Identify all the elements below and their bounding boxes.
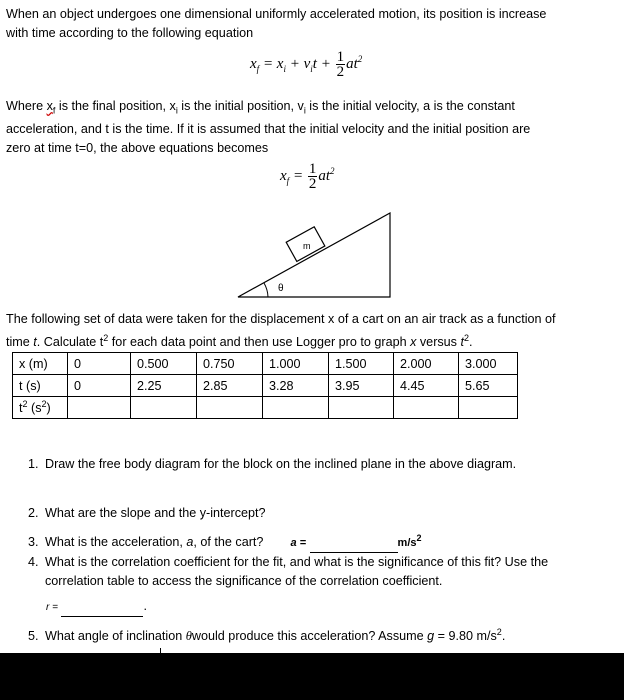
angle-arc (264, 283, 268, 297)
row-label-x: x (m) (13, 353, 68, 375)
incline-triangle (238, 213, 390, 297)
position-equation-full: $x_f = x_i + v_it$ + $\frac{1}{2}$ $at^2$ (250, 49, 363, 80)
question-1: 1. Draw the free body diagram for the block on the inclined plane in the above diagram. (28, 457, 517, 471)
acceleration-answer-label: a = (290, 537, 307, 550)
text-cursor-mark (160, 648, 161, 654)
t-squared-cell[interactable] (263, 397, 329, 419)
data-intro-paragraph: The following set of data were taken for the displacement x of a cart on an air track as a function of time t. Calculate $t^2$ for each data point and then use Logger pro to graph x versus $t^2$. (6, 312, 556, 349)
question-5: 5. What angle of inclination θwould produce this acceleration? Assume g = 9.80 $m/s^2$. (28, 627, 506, 644)
intro-line-2: with time according to the following equation (6, 25, 254, 40)
row-label-t-squared: $t^2$ $(s^2)$ (13, 397, 68, 419)
intro-paragraph (6, 5, 618, 42)
inclined-plane-diagram (230, 205, 400, 305)
row-label-t: t (s) (13, 375, 68, 397)
block-label: m (303, 241, 311, 251)
xf-symbol: x (46, 99, 53, 113)
question-3: 3. What is the acceleration, a, of the cart? $a = m/s^2$ (28, 529, 618, 553)
intro-line-1: When an object undergoes one dimensional uniformly accelerated motion, its position is increase (6, 7, 547, 21)
t-squared-cell[interactable] (131, 397, 197, 419)
correlation-answer: r = . (46, 597, 624, 618)
question-4: 4. What is the correlation coefficient for the fit, and what is the significance of this fit? Use the correlation table to access the significance of the correlation coefficient. (28, 555, 549, 588)
question-2: 2. What are the slope and the y-intercept? (28, 506, 266, 520)
t-squared-cell[interactable] (329, 397, 394, 419)
table-row-t: t (s) 0 2.25 2.85 3.28 3.95 4.45 5.65 (13, 375, 518, 397)
correlation-answer-blank[interactable] (61, 597, 143, 617)
acceleration-answer-blank[interactable] (310, 533, 398, 553)
bottom-black-bar (0, 653, 624, 700)
angle-label: θ (278, 283, 284, 294)
t-squared-cell[interactable] (394, 397, 459, 419)
one-half-fraction: $\frac{1}{2}$ (336, 49, 345, 80)
t-squared-cell[interactable] (68, 397, 131, 419)
data-table (12, 352, 518, 419)
position-equation-simplified: $x_f$ = $\frac{1}{2}$ $at^2$ (280, 161, 335, 192)
t-squared-cell[interactable] (459, 397, 518, 419)
t-squared-cell[interactable] (197, 397, 263, 419)
definitions-paragraph: Where $x_f$ is the final position, $x_i$ is the initial position, $v_i$ is the initial velocity, a is the constant acceleration, and t is the time. If it is assumed that the initial velocity and the initial position are zero at time t=0, the above equations becomes (6, 99, 531, 155)
table-row-t-squared (13, 397, 518, 419)
table-row-x: x (m) 0 0.500 0.750 1.000 1.500 2.000 3.000 (13, 353, 518, 375)
correlation-answer-label: r = (46, 602, 58, 613)
one-half-fraction-2: $\frac{1}{2}$ (308, 161, 317, 192)
